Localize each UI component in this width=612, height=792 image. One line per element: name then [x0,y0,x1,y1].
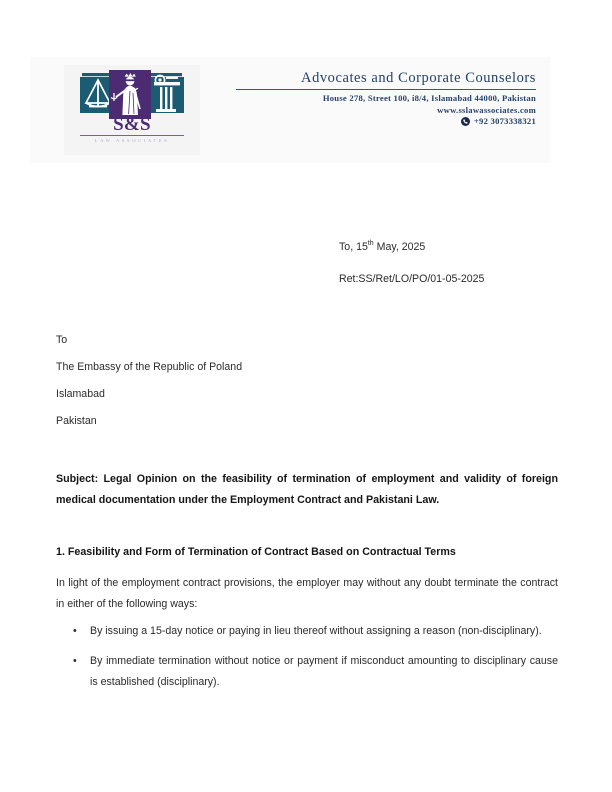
phone-icon [461,117,470,126]
firm-phone-number: +92 3073338321 [473,116,536,126]
firm-website: www.sslawassociates.com [437,104,536,115]
date-reference-block [339,240,559,286]
list-item-text: By immediate termination without notice or payment if misconduct amounting to disciplinary cause is established (disciplinary). [90,655,558,688]
ionic-column-icon [148,73,184,113]
date-prefix: To, 15 [339,241,368,253]
letter-date [339,240,559,254]
list-item-text: By issuing a 15-day notice or paying in lieu thereof without assigning a reason (non-disciplinary). [90,625,542,637]
date-rest: May, 2025 [373,241,426,253]
subject-line: Subject: Legal Opinion on the feasibility of termination of employment and validity of foreign medical documentation under the Employment Contract and Pakistani Law. [56,473,558,506]
firm-phone-row [236,116,536,128]
termination-options-list [56,621,558,702]
lady-justice-icon [109,70,151,119]
logo-initials: S&S [113,114,151,135]
addressee-line-country: Pakistan [56,415,97,427]
section-paragraph-1: In light of the employment contract provisions, the employer may without any doubt terminate the contract in either of the following ways: [56,577,558,610]
addressee-line-organization: The Embassy of the Republic of Poland [56,361,243,373]
letter-reference: Ret:SS/Ret/LO/PO/01-05-2025 [339,273,485,285]
date-ordinal-suffix: th [367,240,374,247]
addressee-block [56,333,456,441]
bullet-icon: • [73,625,77,637]
addressee-line-city: Islamabad [56,388,105,400]
logo-divider [80,135,184,136]
firm-tagline: Advocates and Corporate Counselors [301,70,536,86]
firm-contact-block [236,70,536,128]
list-item [56,621,558,642]
logo-tagline: LAW ASSOCIATES [94,137,170,143]
list-item [56,651,558,693]
letterhead [30,57,550,163]
firm-address: House 278, Street 100, i8/4, Islamabad 44000, Pakistan [322,93,536,103]
firm-logo [64,65,200,155]
logo-wordmark [64,115,200,144]
addressee-line-to: To [56,334,68,346]
firm-tagline-divider [236,89,536,90]
bullet-icon: • [73,655,77,667]
section-heading-1: 1. Feasibility and Form of Termination of Contract Based on Contractual Terms [56,546,456,558]
